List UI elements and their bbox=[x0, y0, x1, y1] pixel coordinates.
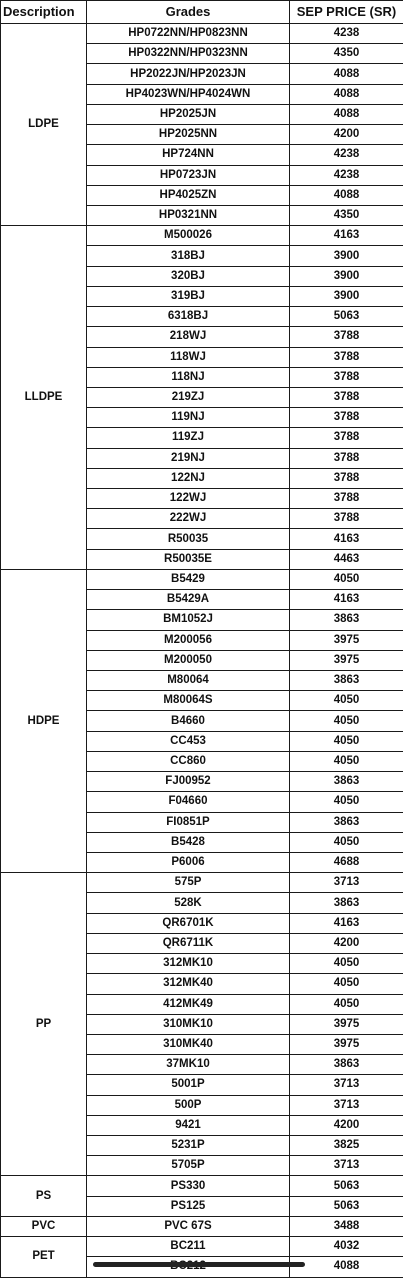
grade-cell: 119ZJ bbox=[87, 428, 290, 448]
price-cell: 3488 bbox=[290, 1216, 403, 1236]
price-cell: 4163 bbox=[290, 529, 403, 549]
price-cell: 3900 bbox=[290, 266, 403, 286]
grade-cell: M200050 bbox=[87, 650, 290, 670]
price-cell: 4050 bbox=[290, 792, 403, 812]
grade-cell: 118NJ bbox=[87, 367, 290, 387]
category-cell: PS bbox=[1, 1176, 87, 1216]
grade-cell: HP4025ZN bbox=[87, 185, 290, 205]
price-cell: 4238 bbox=[290, 165, 403, 185]
header-grades: Grades bbox=[87, 1, 290, 24]
price-cell: 3863 bbox=[290, 671, 403, 691]
grade-cell: 319BJ bbox=[87, 286, 290, 306]
grade-cell: BM1052J bbox=[87, 610, 290, 630]
grade-cell: B5428 bbox=[87, 832, 290, 852]
price-cell: 4088 bbox=[290, 185, 403, 205]
table-row bbox=[1, 569, 403, 589]
price-cell: 3788 bbox=[290, 327, 403, 347]
grade-cell: HP2022JN/HP2023JN bbox=[87, 64, 290, 84]
grade-cell: 37MK10 bbox=[87, 1055, 290, 1075]
price-cell: 3788 bbox=[290, 408, 403, 428]
grade-cell: FI0851P bbox=[87, 812, 290, 832]
header-description: Description bbox=[1, 1, 87, 24]
price-cell: 3975 bbox=[290, 1034, 403, 1054]
header-row bbox=[1, 1, 403, 24]
price-cell: 4050 bbox=[290, 994, 403, 1014]
grade-cell: 528K bbox=[87, 893, 290, 913]
grade-cell: HP4023WN/HP4024WN bbox=[87, 84, 290, 104]
price-cell: 3788 bbox=[290, 448, 403, 468]
price-cell: 3863 bbox=[290, 772, 403, 792]
price-cell: 4050 bbox=[290, 974, 403, 994]
grade-cell: 119NJ bbox=[87, 408, 290, 428]
price-cell: 3975 bbox=[290, 1014, 403, 1034]
grade-cell: PVC 67S bbox=[87, 1216, 290, 1236]
grade-cell: R50035E bbox=[87, 549, 290, 569]
price-cell: 4050 bbox=[290, 954, 403, 974]
price-cell: 4163 bbox=[290, 226, 403, 246]
price-cell: 4050 bbox=[290, 711, 403, 731]
price-cell: 3863 bbox=[290, 893, 403, 913]
table-header bbox=[1, 1, 403, 24]
grade-cell: 312MK40 bbox=[87, 974, 290, 994]
price-cell: 3900 bbox=[290, 246, 403, 266]
price-cell: 4050 bbox=[290, 691, 403, 711]
grade-cell: CC453 bbox=[87, 731, 290, 751]
price-cell: 4238 bbox=[290, 24, 403, 44]
price-cell: 4088 bbox=[290, 64, 403, 84]
grade-cell: HP0321NN bbox=[87, 205, 290, 225]
category-cell: PET bbox=[1, 1237, 87, 1277]
price-cell: 3788 bbox=[290, 489, 403, 509]
grade-cell: F04660 bbox=[87, 792, 290, 812]
grade-cell: 122NJ bbox=[87, 468, 290, 488]
grade-cell: 219ZJ bbox=[87, 387, 290, 407]
category-cell: LDPE bbox=[1, 24, 87, 226]
price-cell: 4238 bbox=[290, 145, 403, 165]
grade-cell: PS125 bbox=[87, 1196, 290, 1216]
grade-cell: QR6701K bbox=[87, 913, 290, 933]
price-cell: 5063 bbox=[290, 1196, 403, 1216]
price-cell: 3900 bbox=[290, 286, 403, 306]
price-cell: 3713 bbox=[290, 1075, 403, 1095]
grade-cell: 312MK10 bbox=[87, 954, 290, 974]
grade-cell: 575P bbox=[87, 873, 290, 893]
price-cell: 3713 bbox=[290, 1095, 403, 1115]
grade-cell: M80064S bbox=[87, 691, 290, 711]
grade-cell: 219NJ bbox=[87, 448, 290, 468]
price-cell: 3975 bbox=[290, 630, 403, 650]
grade-cell: 6318BJ bbox=[87, 307, 290, 327]
table-body bbox=[1, 24, 403, 1278]
price-cell: 4200 bbox=[290, 125, 403, 145]
grade-cell: M500026 bbox=[87, 226, 290, 246]
table-row bbox=[1, 1216, 403, 1236]
price-cell: 4050 bbox=[290, 751, 403, 771]
grade-cell: 310MK10 bbox=[87, 1014, 290, 1034]
table-row bbox=[1, 24, 403, 44]
price-cell: 3788 bbox=[290, 509, 403, 529]
grade-cell: 122WJ bbox=[87, 489, 290, 509]
table-row bbox=[1, 1237, 403, 1257]
grade-cell: 5001P bbox=[87, 1075, 290, 1095]
price-cell: 4088 bbox=[290, 1257, 403, 1277]
category-cell: PP bbox=[1, 873, 87, 1176]
grade-cell: 222WJ bbox=[87, 509, 290, 529]
grade-cell: M200056 bbox=[87, 630, 290, 650]
grade-cell: HP0322NN/HP0323NN bbox=[87, 44, 290, 64]
price-cell: 4050 bbox=[290, 832, 403, 852]
price-cell: 4200 bbox=[290, 1115, 403, 1135]
table-row bbox=[1, 873, 403, 893]
grade-cell: HP2025NN bbox=[87, 125, 290, 145]
category-cell: HDPE bbox=[1, 569, 87, 872]
price-cell: 3863 bbox=[290, 812, 403, 832]
grade-cell: CC860 bbox=[87, 751, 290, 771]
grade-cell: B5429A bbox=[87, 590, 290, 610]
grade-cell: HP0723JN bbox=[87, 165, 290, 185]
price-cell: 5063 bbox=[290, 307, 403, 327]
grade-cell: QR6711K bbox=[87, 933, 290, 953]
category-cell: LLDPE bbox=[1, 226, 87, 570]
price-cell: 4088 bbox=[290, 104, 403, 124]
grade-cell: 500P bbox=[87, 1095, 290, 1115]
price-cell: 3788 bbox=[290, 468, 403, 488]
price-cell: 3863 bbox=[290, 1055, 403, 1075]
grade-cell: HP2025JN bbox=[87, 104, 290, 124]
price-cell: 3788 bbox=[290, 367, 403, 387]
category-cell: PVC bbox=[1, 1216, 87, 1236]
price-cell: 3713 bbox=[290, 1156, 403, 1176]
grade-cell: HP724NN bbox=[87, 145, 290, 165]
price-cell: 5063 bbox=[290, 1176, 403, 1196]
grade-cell: 5231P bbox=[87, 1136, 290, 1156]
price-cell: 3788 bbox=[290, 347, 403, 367]
table-row bbox=[1, 226, 403, 246]
grade-cell: M80064 bbox=[87, 671, 290, 691]
table-row bbox=[1, 1176, 403, 1196]
grade-cell: BC211 bbox=[87, 1237, 290, 1257]
price-cell: 4050 bbox=[290, 569, 403, 589]
price-cell: 4463 bbox=[290, 549, 403, 569]
price-cell: 4350 bbox=[290, 44, 403, 64]
price-cell: 4163 bbox=[290, 913, 403, 933]
grade-cell: PS330 bbox=[87, 1176, 290, 1196]
grade-cell: 218WJ bbox=[87, 327, 290, 347]
grade-cell: B5429 bbox=[87, 569, 290, 589]
price-cell: 4032 bbox=[290, 1237, 403, 1257]
price-cell: 3825 bbox=[290, 1136, 403, 1156]
grade-cell: FJ00952 bbox=[87, 772, 290, 792]
price-cell: 3863 bbox=[290, 610, 403, 630]
grade-cell: 118WJ bbox=[87, 347, 290, 367]
grade-cell: R50035 bbox=[87, 529, 290, 549]
header-price: SEP PRICE (SR) bbox=[290, 1, 403, 24]
grade-cell: B4660 bbox=[87, 711, 290, 731]
grade-cell: HP0722NN/HP0823NN bbox=[87, 24, 290, 44]
grade-cell: 412MK49 bbox=[87, 994, 290, 1014]
price-cell: 4688 bbox=[290, 852, 403, 872]
price-cell: 3713 bbox=[290, 873, 403, 893]
grade-cell: 318BJ bbox=[87, 246, 290, 266]
price-cell: 3975 bbox=[290, 650, 403, 670]
scrollbar-handle[interactable] bbox=[93, 1262, 305, 1267]
grade-cell: P6006 bbox=[87, 852, 290, 872]
price-cell: 4200 bbox=[290, 933, 403, 953]
price-cell: 4050 bbox=[290, 731, 403, 751]
grade-cell: 5705P bbox=[87, 1156, 290, 1176]
price-cell: 4163 bbox=[290, 590, 403, 610]
price-cell: 3788 bbox=[290, 387, 403, 407]
grade-cell: 310MK40 bbox=[87, 1034, 290, 1054]
price-cell: 4088 bbox=[290, 84, 403, 104]
grade-cell: 9421 bbox=[87, 1115, 290, 1135]
price-cell: 4350 bbox=[290, 205, 403, 225]
price-cell: 3788 bbox=[290, 428, 403, 448]
grade-cell: 320BJ bbox=[87, 266, 290, 286]
